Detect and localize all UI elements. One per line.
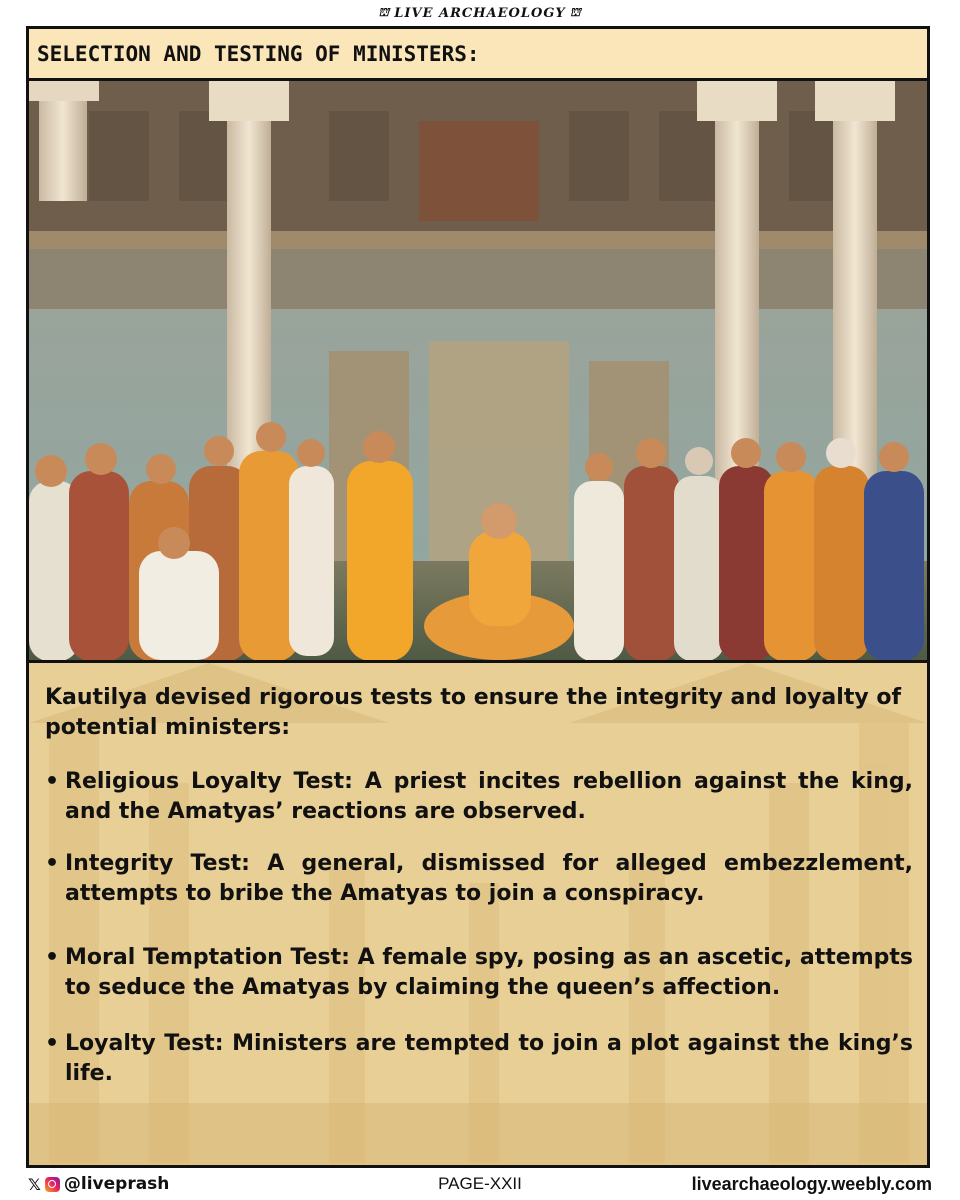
list-item (45, 849, 913, 909)
stupa-icon: ⛫ (378, 5, 391, 19)
page-title: SELECTION AND TESTING OF MINISTERS: (37, 41, 480, 66)
footer (0, 1168, 960, 1200)
court-illustration (29, 81, 927, 663)
list-item-text: Integrity Test: A general, dismissed for alleged embezzlement, attempts to bribe the Amatyas to join a conspiracy. (65, 851, 913, 906)
bullet-marker: • (45, 1031, 60, 1056)
list-item (45, 1029, 913, 1089)
handle-text: @liveprash (63, 1174, 170, 1194)
court-scene-picture (29, 81, 927, 660)
page-number: PAGE-XXII (438, 1174, 522, 1193)
intro-paragraph: Kautilya devised rigorous tests to ensure the integrity and loyalty of potential ministers: (45, 685, 902, 740)
stupa-icon: ⛫ (569, 5, 582, 19)
text-content (45, 683, 913, 1111)
page-frame (26, 26, 930, 1168)
list-item (45, 767, 913, 827)
list-item-text: Religious Loyalty Test: A priest incites rebellion against the king, and the Amatyas’ reactions are observed. (65, 769, 913, 824)
list-item-text: Loyalty Test: Ministers are tempted to join a plot against the king’s life. (65, 1031, 913, 1086)
bullet-marker: • (45, 945, 60, 970)
list-item (45, 943, 913, 1003)
text-panel (29, 663, 927, 1168)
bullet-marker: • (45, 769, 60, 794)
bullet-marker: • (45, 851, 60, 876)
masthead (0, 2, 960, 24)
test-list (45, 767, 913, 1089)
list-item-text: Moral Temptation Test: A female spy, posing as an ascetic, attempts to seduce the Amatyas by claiming the queen’s affection. (65, 945, 913, 1000)
x-logo-icon: 𝕏 (28, 1174, 41, 1194)
website-link[interactable]: livearchaeology.weebly.com (691, 1173, 932, 1194)
title-bar (29, 29, 927, 81)
masthead-text: LIVE ARCHAEOLOGY (394, 5, 566, 21)
